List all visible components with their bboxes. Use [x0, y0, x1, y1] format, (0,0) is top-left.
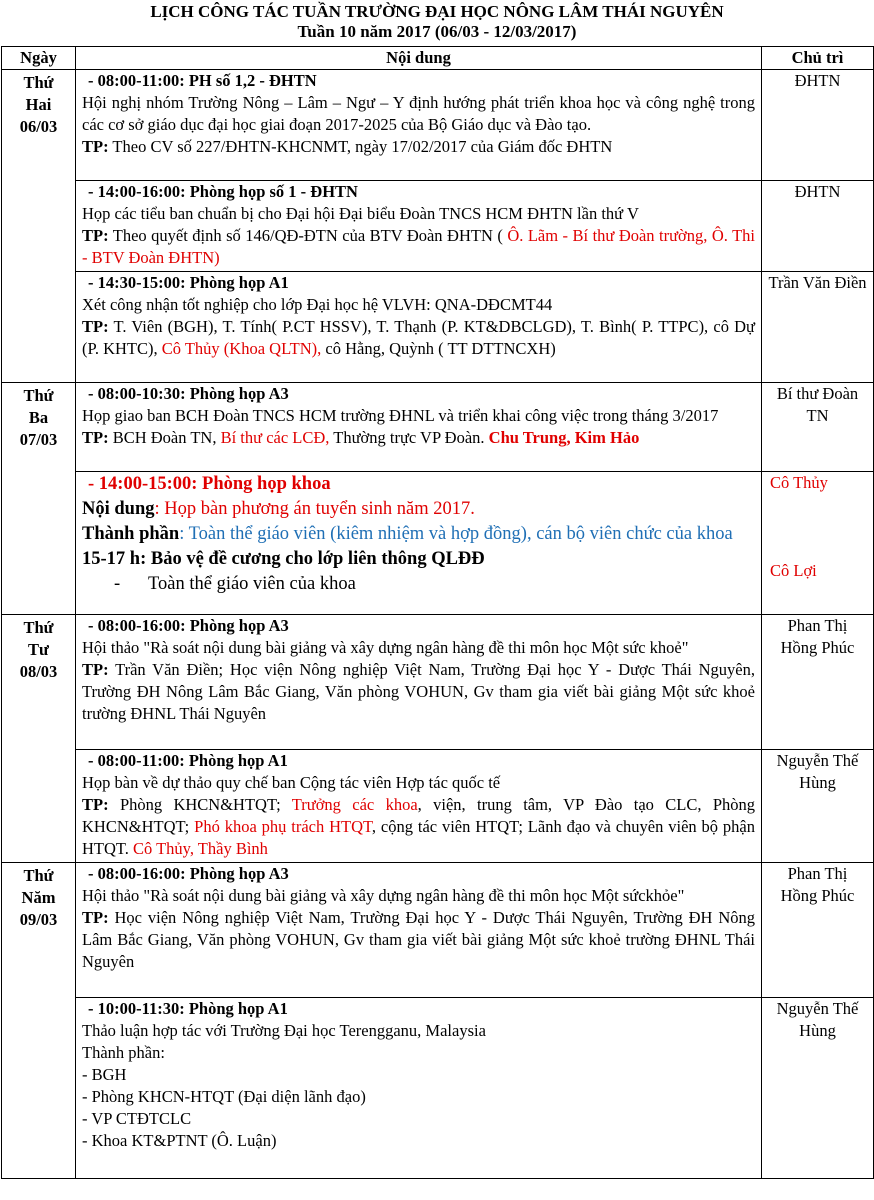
day-label: Năm — [21, 888, 56, 907]
event-content — [76, 998, 762, 1179]
event-chair: Nguyễn Thế Hùng — [762, 998, 874, 1179]
event-participants — [82, 225, 755, 269]
event-text: Hội thảo "Rà soát nội dung bài giảng và xây dựng ngân hàng đề thi môn học Một sức khoẻ" — [82, 638, 689, 657]
day-date: 09/03 — [19, 910, 58, 929]
tp-label: Thành phần — [82, 524, 180, 544]
event-participants — [82, 427, 755, 449]
event-chair: Nguyễn Thế Hùng — [762, 750, 874, 863]
member-item: - Khoa KT&PTNT (Ô. Luận) — [82, 1131, 277, 1150]
title-line-1: LỊCH CÔNG TÁC TUẦN TRƯỜNG ĐẠI HỌC NÔNG LÂM THÁI NGUYÊN — [150, 2, 724, 21]
event-head: - 14:30-15:00: Phòng họp A1 — [88, 273, 289, 292]
event-content — [76, 750, 762, 863]
event-head: - 14:00-16:00: Phòng họp số 1 - ĐHTN — [88, 182, 358, 201]
chair-secondary: Cô Lợi — [770, 561, 817, 580]
schedule-table — [1, 46, 874, 1179]
table-row — [2, 998, 874, 1179]
event-chair: Trần Văn Điền — [762, 272, 874, 383]
table-row — [2, 70, 874, 181]
tp-red-1: Trưởng các khoa — [291, 795, 418, 814]
tp-label: TP: — [82, 908, 109, 927]
tp-red: Ô. Lãm - Bí thư Đoàn trường, Ô. Thi - BTV Đoàn ĐHTN) — [82, 226, 756, 267]
day-date: 07/03 — [19, 430, 58, 449]
event-content — [76, 863, 762, 998]
event-chair: ĐHTN — [762, 70, 874, 181]
event-head: - 08:00-16:00: Phòng họp A3 — [88, 616, 289, 635]
table-row — [2, 472, 874, 615]
day-date: 06/03 — [19, 117, 58, 136]
title-line-2: Tuần 10 năm 2017 (06/03 - 12/03/2017) — [297, 22, 577, 41]
nd-text: : Họp bàn phương án tuyển sinh năm 2017. — [154, 499, 475, 519]
day-date: 08/03 — [19, 662, 58, 681]
tp-label: TP: — [82, 317, 109, 336]
event-head: - 08:00-16:00: Phòng họp A3 — [88, 864, 289, 883]
event-chair: ĐHTN — [762, 181, 874, 272]
event-text: Họp bàn về dự thảo quy chế ban Cộng tác viên Hợp tác quốc tế — [82, 773, 501, 792]
dash-bullet: - — [114, 574, 121, 594]
table-row — [2, 272, 874, 383]
tp-text: : Toàn thể giáo viên (kiêm nhiệm và hợp đồng), cán bộ viên chức của khoa — [179, 524, 733, 544]
event-text: Hội nghị nhóm Trường Nông – Lâm – Ngư – Y định hướng phát triển khoa học và công nghệ trong các cơ sở giáo dục đại học giai đoạn 2017-2025 của Bộ Giáo dục và Đào tạo. — [82, 93, 755, 134]
event-participants — [82, 907, 755, 973]
tp-label: TP: — [82, 660, 109, 679]
tp-end: , cộng tác viên HTQT; Lãnh đạo và chuyên viên bộ phận HTQT. — [82, 817, 756, 858]
tp-text: Theo quyết định số 146/QĐ-ĐTN của BTV Đoàn ĐHTN ( — [108, 226, 508, 245]
day-cell-thu — [2, 863, 76, 1179]
tp-red-2: Phó khoa phụ trách HTQT — [194, 817, 372, 836]
tp-text: Học viện Nông nghiệp Việt Nam, Trường Đại học Y - Dược Thái Nguyên, Trường ĐH Nông Lâm Bắc Giang, Văn phòng VOHUN, Gv tham gia viết bài giảng Một sức khoẻ trường ĐHNL Thái Nguyên — [82, 908, 755, 971]
tp-text: Theo CV số 227/ĐHTN-KHCNMT, ngày 17/02/2017 của Giám đốc ĐHTN — [108, 137, 613, 156]
event-content — [76, 383, 762, 472]
event-participants — [82, 794, 755, 860]
event-head: - 10:00-11:30: Phòng họp A1 — [88, 999, 288, 1018]
tp-mid: , viện, trung tâm, VP Đào tạo CLC, Phòng KHCN&HTQT; — [82, 795, 755, 836]
table-row — [2, 615, 874, 750]
tp-red: Bí thư các LCĐ, — [220, 428, 330, 447]
event-head: - 08:00-10:30: Phòng họp A3 — [88, 384, 289, 403]
header-row — [2, 47, 874, 70]
event-head: - 08:00-11:00: PH số 1,2 - ĐHTN — [88, 71, 317, 90]
event-participants — [82, 522, 755, 547]
event-text: Họp giao ban BCH Đoàn TNCS HCM trường ĐHNL và triển khai công việc trong tháng 3/2017 — [82, 406, 719, 425]
tp-red-3: Cô Thủy, Thầy Bình — [133, 839, 268, 858]
tp-mid: Thường trực VP Đoàn. — [329, 428, 489, 447]
table-row — [2, 750, 874, 863]
tp-label: TP: — [82, 226, 109, 245]
day-label: Thứ — [23, 386, 54, 405]
tp-text: Trần Văn Điền; Học viện Nông nghiệp Việt Nam, Trường Đại học Y - Dược Thái Nguyên, Trường ĐH Nông Lâm Bắc Giang, Văn phòng VOHUN, Gv tham gia viết bài giảng Một sức khoẻ trường ĐHNL Thái Nguyên — [82, 660, 755, 723]
day-label: Hai — [25, 95, 52, 114]
chair-primary: Cô Thủy — [770, 473, 828, 492]
event-content — [76, 615, 762, 750]
event-text: Họp các tiểu ban chuẩn bị cho Đại hội Đại biểu Đoàn TNCS HCM ĐHTN lần thứ V — [82, 204, 639, 223]
day-label: Ba — [28, 408, 49, 427]
table-row — [2, 181, 874, 272]
tp-red-bold: Chu Trung, Kim Hảo — [488, 428, 640, 447]
event-chair — [762, 472, 874, 615]
day-cell-wed — [2, 615, 76, 863]
tp-label: TP: — [82, 428, 109, 447]
table-row — [2, 383, 874, 472]
event-sub-item — [82, 572, 755, 597]
document-title — [0, 0, 874, 42]
table-row — [2, 863, 874, 998]
header-day: Ngày — [2, 47, 76, 70]
tp-label: TP: — [82, 137, 109, 156]
event-text: Hội thảo "Rà soát nội dung bài giảng và xây dựng ngân hàng đề thi môn học Một sứckhỏe" — [82, 886, 685, 905]
tp-end: cô Hằng, Quỳnh ( TT DTTNCXH) — [321, 339, 556, 358]
day-cell-tue — [2, 383, 76, 615]
event-head: - 08:00-11:00: Phòng họp A1 — [88, 751, 288, 770]
member-item: - VP CTĐTCLC — [82, 1109, 192, 1128]
event-head: - 14:00-15:00: Phòng họp khoa — [88, 474, 331, 494]
day-cell-mon — [2, 70, 76, 383]
day-label: Thứ — [23, 73, 54, 92]
event-chair: Phan Thị Hồng Phúc — [762, 863, 874, 998]
tp-label: TP: — [82, 795, 109, 814]
nd-label: Nội dung — [82, 499, 155, 519]
event-content — [76, 181, 762, 272]
sub-item-text: Toàn thể giáo viên của khoa — [148, 574, 356, 594]
event-participants — [82, 136, 755, 158]
event-text: Thảo luận hợp tác với Trường Đại học Terengganu, Malaysia — [82, 1021, 486, 1040]
header-chair: Chủ trì — [762, 47, 874, 70]
members-label: Thành phần: — [82, 1043, 165, 1062]
event-content — [76, 472, 762, 615]
member-item: - BGH — [82, 1065, 127, 1084]
day-label: Tư — [28, 640, 49, 659]
event-content — [76, 272, 762, 383]
tp-text: BCH Đoàn TN, — [108, 428, 221, 447]
tp-text: T. Viên (BGH), T. Tính( P.CT HSSV), T. Thạnh (P. KT&DBCLGD), T. Bình( P. TTPC), cô Dự (P. KHTC), — [82, 317, 755, 358]
event-agenda — [82, 497, 755, 522]
event-sub-head: 15-17 h: Bảo vệ đề cương cho lớp liên thông QLĐĐ — [82, 549, 485, 569]
tp-red: Cô Thủy (Khoa QLTN), — [161, 339, 322, 358]
event-participants — [82, 659, 755, 725]
event-participants — [82, 316, 755, 360]
event-chair: Bí thư Đoàn TN — [762, 383, 874, 472]
header-content: Nội dung — [76, 47, 762, 70]
event-chair: Phan Thị Hồng Phúc — [762, 615, 874, 750]
day-label: Thứ — [23, 866, 54, 885]
event-content — [76, 70, 762, 181]
event-text: Xét công nhận tốt nghiệp cho lớp Đại học hệ VLVH: QNA-DĐCMT44 — [82, 295, 553, 314]
tp-text: Phòng KHCN&HTQT; — [108, 795, 292, 814]
day-label: Thứ — [23, 618, 54, 637]
member-item: - Phòng KHCN-HTQT (Đại diện lãnh đạo) — [82, 1087, 366, 1106]
